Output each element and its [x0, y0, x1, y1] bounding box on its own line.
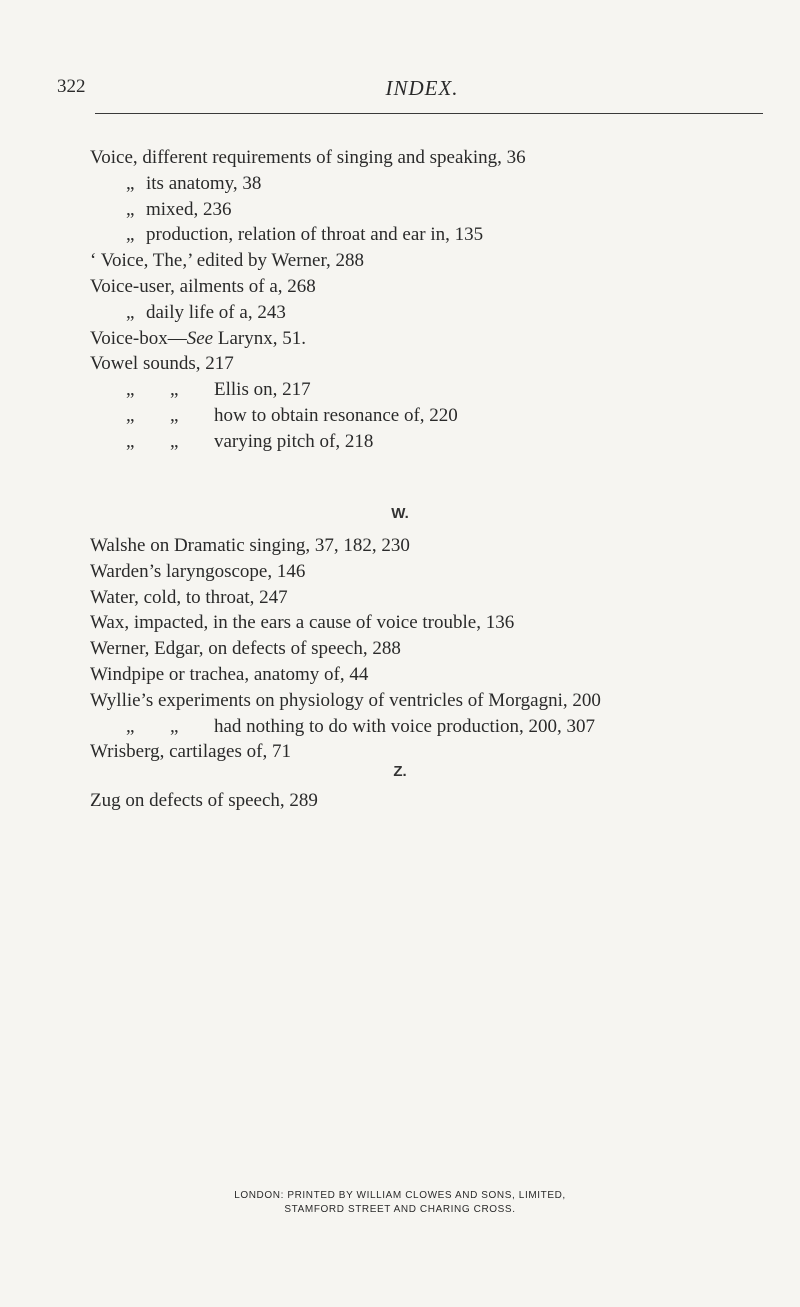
entry-text: Werner, Edgar, on defects of speech, 288	[90, 638, 401, 660]
entry-text: Voice-user, ailments of a, 268	[90, 275, 316, 297]
section-heading-z: Z.	[393, 763, 407, 780]
entry-text: Vowel sounds, 217	[90, 353, 234, 375]
entry-text: Walshe on Dramatic singing, 37, 182, 230	[90, 535, 410, 556]
ditto-mark: „	[126, 301, 135, 323]
index-entry	[90, 274, 790, 300]
index-entry	[90, 171, 790, 197]
index-entry	[90, 145, 790, 171]
entry-text: Wax, impacted, in the ears a cause of voice trouble, 136	[90, 612, 515, 634]
index-entry	[90, 662, 790, 688]
entry-text: Warden’s laryngoscope, 146	[90, 560, 306, 582]
index-entry	[90, 403, 790, 429]
ditto-mark: „	[170, 404, 179, 426]
entry-text: Zug on defects of speech, 289	[90, 790, 318, 811]
index-entry	[90, 688, 790, 714]
entry-text: mixed, 236	[146, 198, 232, 220]
ditto-mark: „	[126, 379, 135, 401]
index-section-w	[90, 533, 790, 765]
section-heading-w: W.	[391, 505, 409, 522]
imprint-line-2: STAMFORD STREET AND CHARING CROSS.	[284, 1204, 516, 1215]
ditto-mark: „	[170, 430, 179, 452]
ditto-mark: „	[170, 379, 179, 401]
page-header	[57, 76, 787, 104]
entry-text: Wrisberg, cartilages of, 71	[90, 741, 291, 763]
entry-text: Larynx, 51.	[213, 327, 306, 349]
entry-text: varying pitch of, 218	[214, 430, 374, 452]
ditto-mark: „	[170, 715, 179, 737]
index-entry	[90, 788, 790, 814]
index-entry	[90, 714, 790, 740]
imprint-line-1: LONDON: PRINTED BY WILLIAM CLOWES AND SONS, LIMITED,	[234, 1190, 566, 1201]
index-entry	[90, 377, 790, 403]
index-entry	[90, 222, 790, 248]
entry-text: Voice-box—	[90, 327, 187, 349]
header-rule	[95, 113, 763, 114]
index-entry	[90, 533, 790, 559]
index-entry	[90, 429, 790, 455]
index-entry	[90, 585, 790, 611]
ditto-mark: „	[126, 715, 135, 737]
see-reference: See	[186, 327, 214, 349]
ditto-mark: „	[126, 430, 135, 452]
ditto-mark: „	[126, 172, 135, 194]
index-entry	[90, 351, 790, 377]
entry-text: Voice, different requirements of singing and speaking, 36	[90, 147, 526, 168]
entry-text: Water, cold, to throat, 247	[90, 586, 288, 608]
entry-text: Ellis on, 217	[214, 379, 311, 401]
page-number: 322	[57, 76, 86, 97]
entry-text: daily life of a, 243	[146, 301, 286, 323]
index-section-v	[90, 145, 790, 455]
ditto-mark: „	[126, 224, 135, 246]
index-entry	[90, 326, 790, 352]
index-entry	[90, 248, 790, 274]
index-entry	[90, 610, 790, 636]
entry-text: its anatomy, 38	[146, 172, 262, 194]
ditto-mark: „	[126, 404, 135, 426]
entry-text: ‘ Voice, The,’ edited by Werner, 288	[90, 250, 365, 272]
index-entry	[90, 739, 790, 765]
running-title: INDEX.	[385, 76, 459, 100]
entry-text: Wyllie’s experiments on physiology of ventricles of Morgagni, 200	[90, 689, 601, 711]
entry-text: had nothing to do with voice production, 200, 307	[214, 715, 596, 737]
printer-imprint	[0, 1189, 800, 1217]
entry-text: Windpipe or trachea, anatomy of, 44	[90, 663, 369, 685]
ditto-mark: „	[126, 198, 135, 220]
index-entry	[90, 197, 790, 223]
index-entry	[90, 636, 790, 662]
index-section-z	[90, 788, 790, 814]
index-entry	[90, 300, 790, 326]
index-entry	[90, 559, 790, 585]
entry-text: how to obtain resonance of, 220	[214, 404, 458, 426]
entry-text: production, relation of throat and ear in, 135	[146, 224, 484, 246]
